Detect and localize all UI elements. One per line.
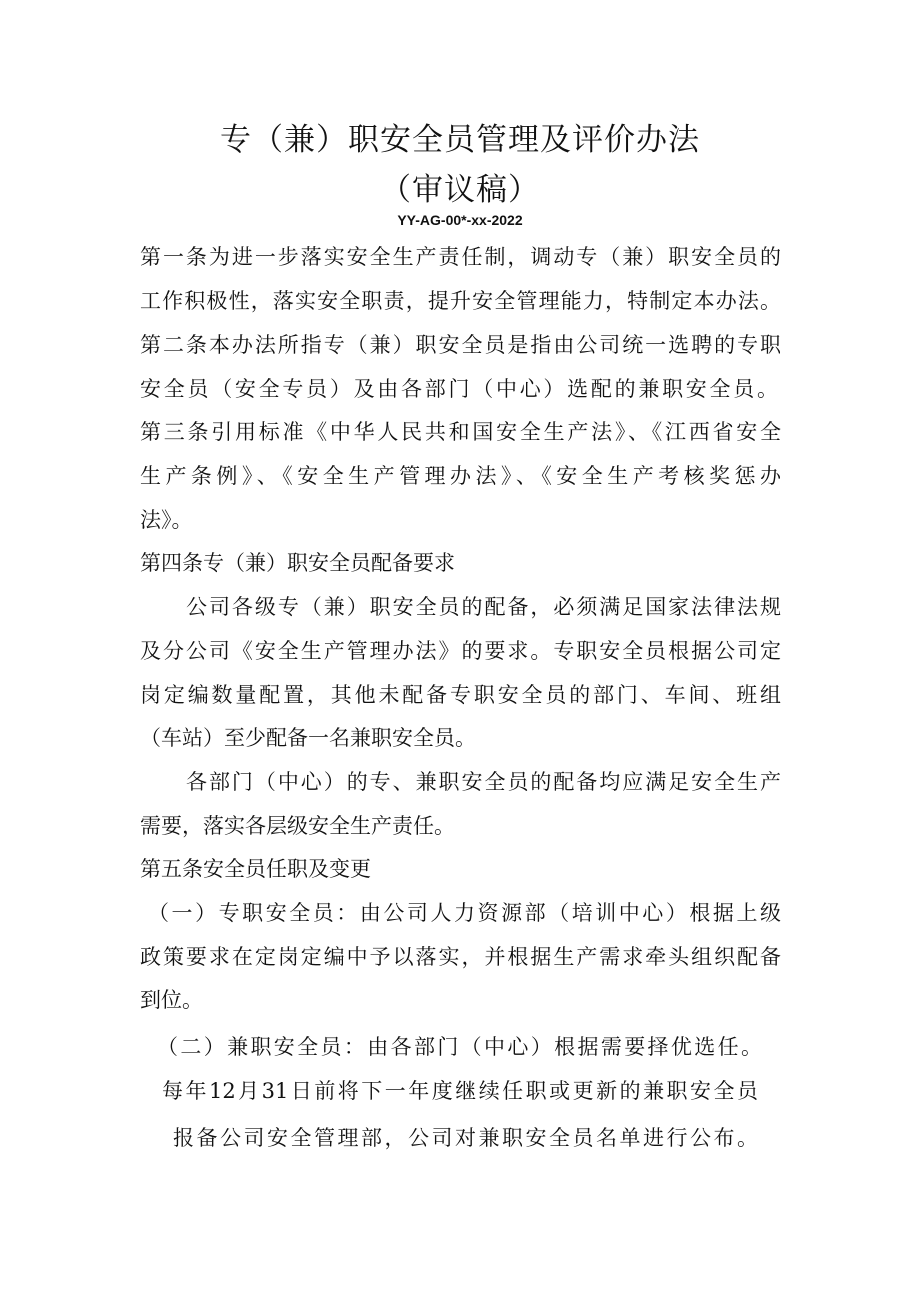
document-title: 专（兼）职安全员管理及评价办法 <box>220 122 700 158</box>
article-4-heading: 第四条专（兼）职安全员配备要求 <box>140 551 455 575</box>
article-4-para-1-line-3: 岗定编数量配置，其他未配备专职安全员的部门、车间、班组 <box>140 683 781 707</box>
article-5-heading: 第五条安全员任职及变更 <box>140 857 371 881</box>
article-5-item-1-line-1: （一）专职安全员：由公司人力资源部（培训中心）根据上级 <box>148 901 781 925</box>
document-subtitle: （审议稿） <box>380 172 540 208</box>
document-code: YY-AG-00*-xx-2022 <box>397 212 523 228</box>
article-4-para-1-line-2: 及分公司《安全生产管理办法》的要求。专职安全员根据公司定 <box>140 639 781 663</box>
article-1-line-1: 第一条为进一步落实安全生产责任制，调动专（兼）职安全员的 <box>140 245 781 269</box>
article-3-line-3: 法》。 <box>140 508 193 532</box>
article-1-line-2: 工作积极性，落实安全职责，提升安全管理能力，特制定本办法。 <box>140 289 781 313</box>
article-3-line-1: 第三条引用标准《中华人民共和国安全生产法》、《江西省安全 <box>140 420 781 444</box>
article-5-item-2-line-1: （二）兼职安全员：由各部门（中心）根据需要择优选任。 <box>157 1035 762 1059</box>
article-4-para-2-line-2: 需要，落实各层级安全生产责任。 <box>140 814 455 838</box>
article-2-line-1: 第二条本办法所指专（兼）职安全员是指由公司统一选聘的专职 <box>140 333 781 357</box>
article-5-item-1-line-2: 政策要求在定岗定编中予以落实，并根据生产需求牵头组织配备 <box>140 945 781 969</box>
article-5-item-1-line-3: 到位。 <box>140 988 203 1012</box>
article-4-para-2-line-1: 各部门（中心）的专、兼职安全员的配备均应满足安全生产 <box>186 770 781 794</box>
article-4-para-1-line-4: （车站）至少配备一名兼职安全员。 <box>140 726 476 750</box>
article-3-line-2: 生产条例》、《安全生产管理办法》、《安全生产考核奖惩办 <box>140 464 781 488</box>
article-2-line-2: 安全员（安全专员）及由各部门（中心）选配的兼职安全员。 <box>140 377 778 401</box>
article-5-item-2-line-2: 每年12月31日前将下一年度继续任职或更新的兼职安全员 <box>162 1079 758 1103</box>
article-4-para-1-line-1: 公司各级专（兼）职安全员的配备，必须满足国家法律法规 <box>186 595 781 619</box>
article-5-item-2-line-3: 报备公司安全管理部，公司对兼职安全员名单进行公布。 <box>173 1126 758 1150</box>
